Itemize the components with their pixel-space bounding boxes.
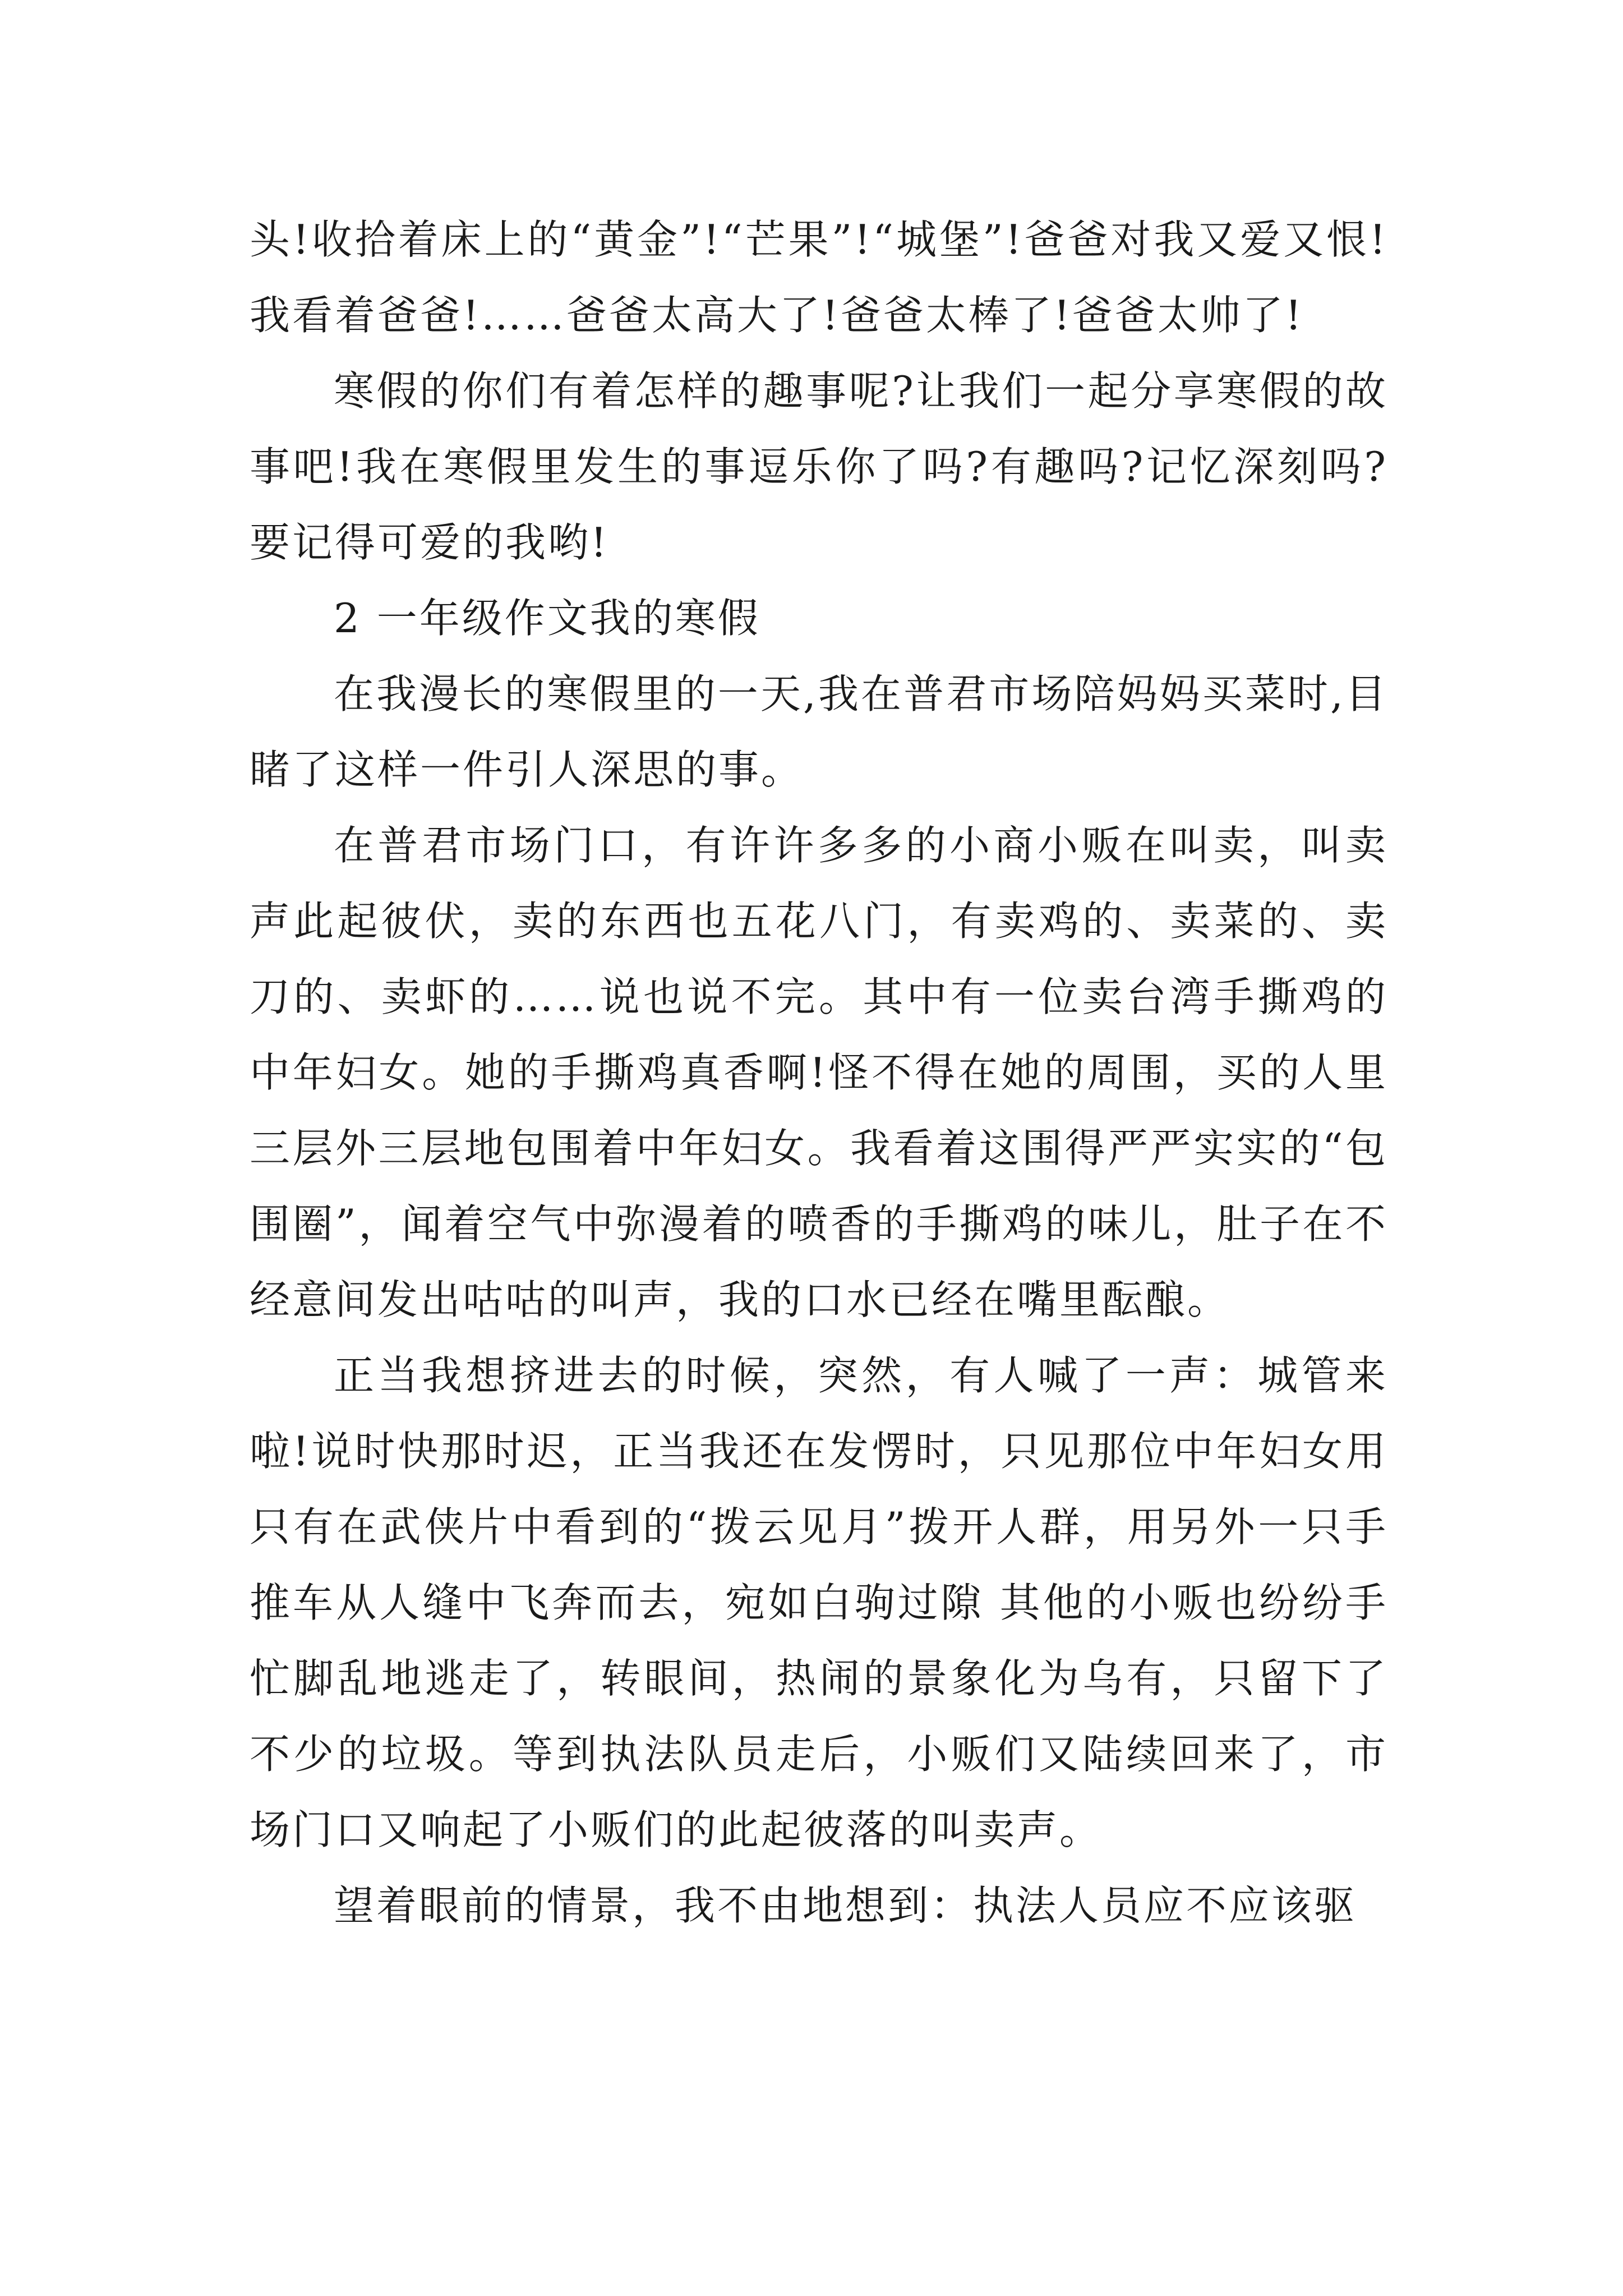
section-heading: 2 一年级作文我的寒假: [334, 595, 760, 642]
paragraph-1: 头!收拾着床上的“黄金”!“芒果”!“城堡”!爸爸对我又爱又恨!我看着爸爸!……爸爸太高大了!爸爸太棒了!爸爸太帅了!: [250, 216, 1388, 339]
document-body: [250, 202, 1388, 1944]
paragraph-4: 在普君市场门口，有许许多多的小商小贩在叫卖，叫卖声此起彼伏，卖的东西也五花八门，有卖鸡的、卖菜的、卖刀的、卖虾的……说也说不完。其中有一位卖台湾手撕鸡的中年妇女。她的手撕鸡真香啊!怪不得在她的周围，买的人里三层外三层地包围着中年妇女。我看着这围得严严实实的“包围圈”，闻着空气中弥漫着的喷香的手撕鸡的味儿，肚子在不经意间发出咕咕的叫声，我的口水已经在嘴里酝酿。: [250, 822, 1388, 1323]
paragraph-6: 望着眼前的情景，我不由地想到：执法人员应不应该驱: [334, 1882, 1357, 1929]
paragraph-3: 在我漫长的寒假里的一天,我在普君市场陪妈妈买菜时,目睹了这样一件引人深思的事。: [250, 670, 1388, 793]
paragraph-2: 寒假的你们有着怎样的趣事呢?让我们一起分享寒假的故事吧!我在寒假里发生的事逗乐你了吗?有趣吗?记忆深刻吗?要记得可爱的我哟!: [250, 367, 1388, 566]
paragraph-5: 正当我想挤进去的时候，突然，有人喊了一声：城管来啦!说时快那时迟，正当我还在发愣时，只见那位中年妇女用只有在武侠片中看到的“拨云见月”拨开人群，用另外一只手推车从人缝中飞奔而去，宛如白驹过隙 其他的小贩也纷纷手忙脚乱地逃走了，转眼间，热闹的景象化为乌有，只留下了不少的垃圾。等到执法队员走后，小贩们又陆续回来了，市场门口又响起了小贩们的此起彼落的叫卖声。: [250, 1352, 1388, 1853]
